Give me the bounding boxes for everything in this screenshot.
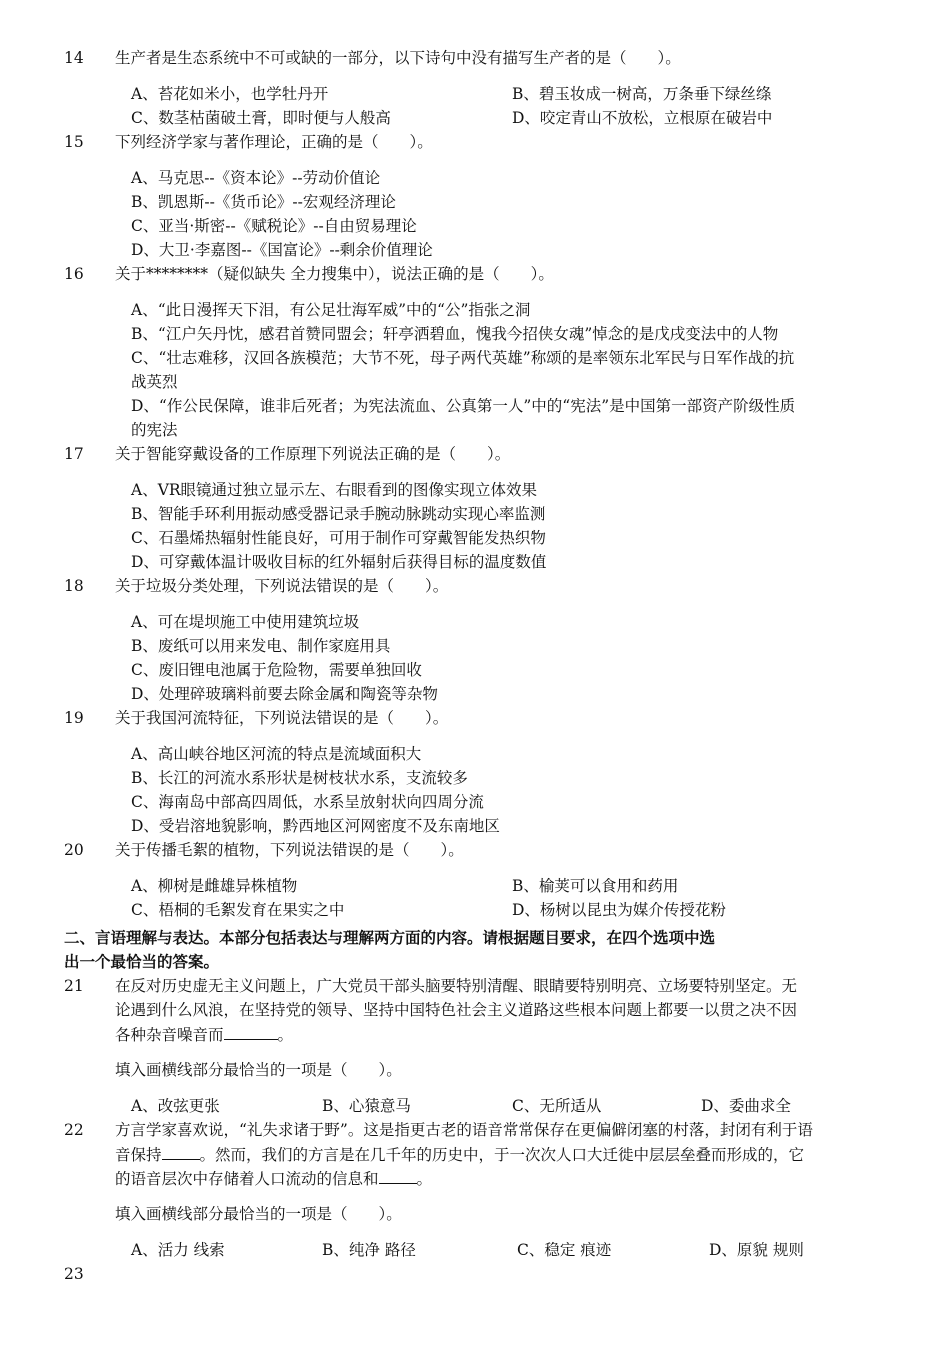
option-a: A、活力 线索	[131, 1241, 225, 1259]
option-a: A、VR眼镜通过独立显示左、右眼看到的图像实现立体效果	[131, 481, 538, 499]
question-stem-continued	[115, 1023, 293, 1046]
question-stem-continued	[115, 1143, 804, 1166]
option-b: B、智能手环利用振动感受器记录手腕动脉跳动实现心率监测	[131, 505, 546, 523]
option-a: A、“此日漫挥天下泪，有公足壮海军威”中的“公”指张之洞	[131, 301, 531, 319]
option-b: B、废纸可以用来发电、制作家庭用具	[131, 637, 391, 655]
question-stem: 关于垃圾分类处理，下列说法错误的是（ ）。	[115, 577, 449, 595]
option-b: B、长江的河流水系形状是树枝状水系，支流较多	[131, 769, 468, 787]
option-c: C、稳定 痕迹	[517, 1241, 612, 1259]
option-d: D、处理碎玻璃料前要去除金属和陶瓷等杂物	[131, 685, 438, 703]
option-d: D、原貌 规则	[709, 1241, 804, 1259]
option-b: B、凯恩斯--《货币论》--宏观经济理论	[131, 193, 396, 211]
question-stem-continued: 论遇到什么风浪，在坚持党的领导、坚持中国特色社会主义道路这些根本问题上都要一以贯之决不因	[115, 1001, 798, 1019]
option-c: C、海南岛中部高四周低，水系呈放射状向四周分流	[131, 793, 484, 811]
option-d: D、受岩溶地貌影响，黔西地区河网密度不及东南地区	[131, 817, 500, 835]
option-d: D、“作公民保障，谁非后死者；为宪法流血、公真第一人”中的“宪法”是中国第一部资产阶级性质	[131, 397, 796, 415]
question-stem: 方言学家喜欢说，“礼失求诸于野”。这是指更古老的语音常常保存在更偏僻闭塞的村落，封闭有利于语	[115, 1121, 813, 1139]
question-number: 16	[64, 265, 84, 283]
stem-text: 音保持	[115, 1146, 162, 1164]
question-stem: 下列经济学家与著作理论，正确的是（ ）。	[115, 133, 433, 151]
option-d: D、大卫·李嘉图--《国富论》--剩余价值理论	[131, 241, 433, 259]
question-stem-continued	[115, 1167, 432, 1190]
option-d-continued: 的宪法	[131, 421, 178, 439]
option-c: C、无所适从	[512, 1097, 602, 1115]
question-number: 17	[64, 445, 84, 463]
question-number: 23	[64, 1265, 84, 1283]
option-b: B、榆荚可以食用和药用	[512, 877, 679, 895]
question-prompt: 填入画横线部分最恰当的一项是（ ）。	[115, 1205, 402, 1223]
stem-text: 。	[277, 1026, 294, 1044]
question-number: 20	[64, 841, 84, 859]
option-b: B、心猿意马	[322, 1097, 411, 1115]
question-stem: 关于智能穿戴设备的工作原理下列说法正确的是（ ）。	[115, 445, 511, 463]
option-d: D、咬定青山不放松，立根原在破岩中	[512, 109, 773, 127]
option-d: D、杨树以昆虫为媒介传授花粉	[512, 901, 726, 919]
option-b: B、“江户矢丹忱，感君首赞同盟会；轩亭洒碧血，愧我今招侠女魂”悼念的是戊戌变法中的人物	[131, 325, 779, 343]
option-a: A、柳树是雌雄异株植物	[131, 877, 298, 895]
question-stem: 关于传播毛絮的植物，下列说法错误的是（ ）。	[115, 841, 464, 859]
question-number: 14	[64, 49, 84, 67]
option-a: A、改弦更张	[131, 1097, 220, 1115]
option-a: A、马克思--《资本论》--劳动价值论	[131, 169, 381, 187]
option-c: C、废旧锂电池属于危险物，需要单独回收	[131, 661, 422, 679]
question-number: 19	[64, 709, 84, 727]
option-a: A、苔花如米小，也学牡丹开	[131, 85, 329, 103]
question-stem: 在反对历史虚无主义问题上，广大党员干部头脑要特别清醒、眼睛要特别明亮、立场要特别坚定。无	[115, 977, 798, 995]
option-c: C、“壮志难移，汉回各族模范；大节不死，母子两代英雄”称颂的是率领东北军民与日军作战的抗	[131, 349, 795, 367]
option-c-continued: 战英烈	[131, 373, 178, 391]
question-number: 15	[64, 133, 84, 151]
stem-text: 各种杂音噪音而	[115, 1026, 224, 1044]
question-stem: 关于********（疑似缺失 全力搜集中），说法正确的是（ ）。	[115, 265, 554, 283]
fill-blank	[224, 1023, 278, 1040]
fill-blank	[379, 1167, 417, 1184]
question-stem: 关于我国河流特征，下列说法错误的是（ ）。	[115, 709, 449, 727]
section-heading-continued: 出一个最恰当的答案。	[64, 952, 220, 971]
option-d: D、委曲求全	[701, 1097, 791, 1115]
question-prompt: 填入画横线部分最恰当的一项是（ ）。	[115, 1061, 402, 1079]
option-c: C、数茎枯菌破土膏，即时便与人般高	[131, 109, 391, 127]
stem-text: 。然而，我们的方言是在几千年的历史中，于一次次人口大迁徙中层层垒叠而形成的，它	[199, 1146, 805, 1164]
question-number: 18	[64, 577, 84, 595]
stem-text: 。	[416, 1170, 433, 1188]
option-c: C、亚当·斯密--《赋税论》--自由贸易理论	[131, 217, 417, 235]
stem-text: 的语音层次中存储着人口流动的信息和	[115, 1170, 379, 1188]
option-b: B、纯净 路径	[322, 1241, 416, 1259]
option-a: A、高山峡谷地区河流的特点是流域面积大	[131, 745, 422, 763]
option-b: B、碧玉妆成一树高，万条垂下绿丝绦	[512, 85, 772, 103]
option-d: D、可穿戴体温计吸收目标的红外辐射后获得目标的温度数值	[131, 553, 547, 571]
question-number: 21	[64, 977, 84, 995]
option-a: A、可在堤坝施工中使用建筑垃圾	[131, 613, 360, 631]
fill-blank	[162, 1143, 200, 1160]
question-number: 22	[64, 1121, 84, 1139]
question-stem: 生产者是生态系统中不可或缺的一部分，以下诗句中没有描写生产者的是（ ）。	[115, 49, 681, 67]
option-c: C、梧桐的毛絮发育在果实之中	[131, 901, 345, 919]
section-heading: 二、言语理解与表达。本部分包括表达与理解两方面的内容。请根据题目要求，在四个选项中选	[64, 928, 716, 947]
option-c: C、石墨烯热辐射性能良好，可用于制作可穿戴智能发热织物	[131, 529, 546, 547]
